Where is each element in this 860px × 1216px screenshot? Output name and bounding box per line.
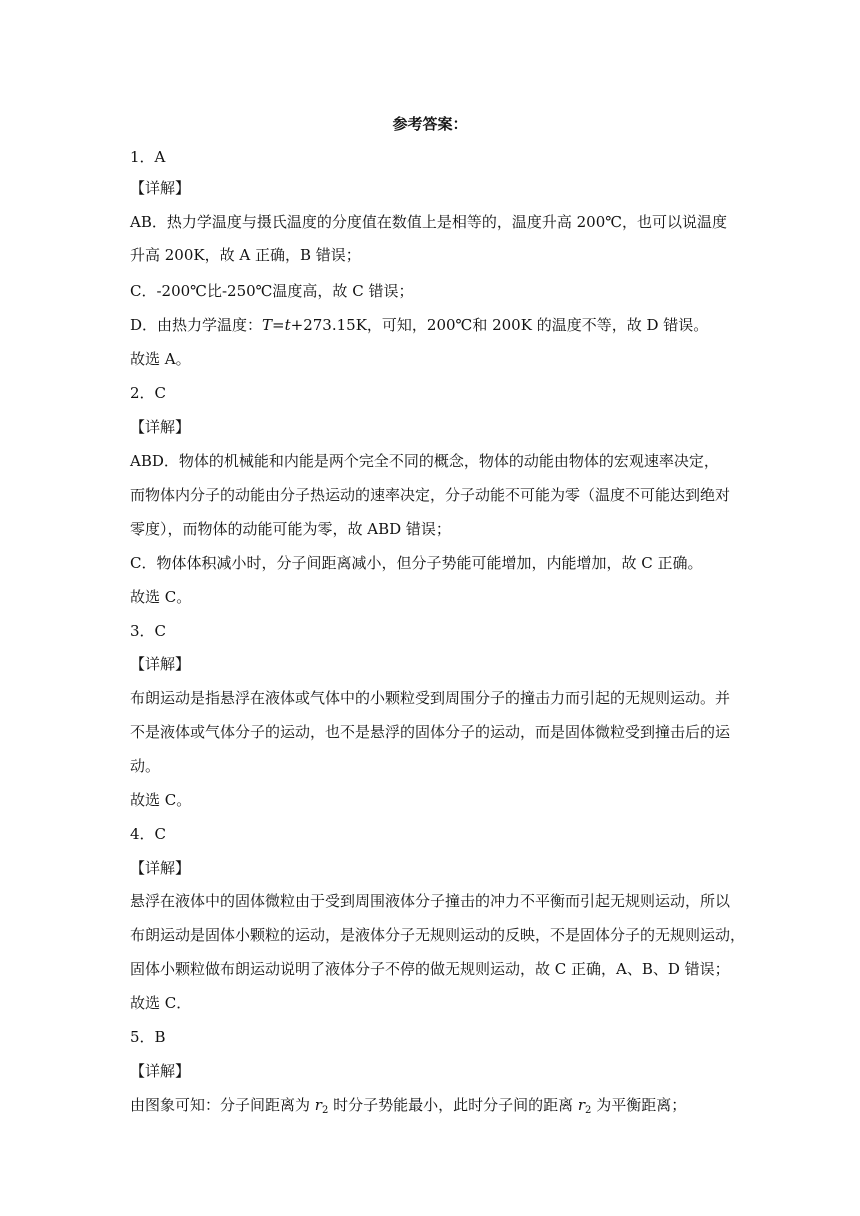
q3-detail-heading: 【详解】 bbox=[130, 655, 191, 673]
q5-answer: 5．B bbox=[130, 1028, 166, 1046]
q5-line-1-a: 由图象可知：分子间距离为 bbox=[130, 1096, 315, 1114]
q5-line-1-r: r bbox=[314, 1096, 322, 1114]
q4-line-2: 布朗运动是固体小颗粒的运动，是液体分子无规则运动的反映，不是固体分子的无规则运动， bbox=[130, 926, 746, 944]
q5-line-1-sub2: 2 bbox=[585, 1105, 592, 1116]
q5-detail-heading: 【详解】 bbox=[130, 1062, 191, 1080]
q1-line-5: 故选 A。 bbox=[130, 350, 191, 368]
q5-line-1 bbox=[130, 1093, 740, 1123]
q3-line-2: 不是液体或气体分子的运动，也不是悬浮的固体分子的运动，而是固体微粒受到撞击后的运 bbox=[130, 723, 731, 741]
q4-answer: 4．C bbox=[130, 825, 167, 843]
q3-answer: 3．C bbox=[130, 622, 167, 640]
q4-line-1: 悬浮在液体中的固体微粒由于受到周围液体分子撞击的冲力不平衡而引起无规则运动，所以 bbox=[130, 892, 731, 910]
q2-line-5: 故选 C。 bbox=[130, 588, 192, 606]
q1-detail-heading: 【详解】 bbox=[130, 179, 191, 197]
q5-line-1-r2: r bbox=[577, 1096, 586, 1114]
q4-line-3: 固体小颗粒做布朗运动说明了液体分子不停的做无规则运动，故 C 正确，A、B、D 错误； bbox=[130, 960, 730, 978]
q3-line-4: 故选 C。 bbox=[130, 791, 192, 809]
q1-line-4 bbox=[130, 313, 740, 337]
q1-line-4-suffix: +273.15K，可知，200℃和 200K 的温度不等，故 D 错误。 bbox=[290, 316, 709, 334]
q1-line-4-prefix: D．由热力学温度： bbox=[130, 316, 263, 334]
q1-line-4-eq: = bbox=[272, 316, 285, 334]
q1-line-2: 升高 200K，故 A 正确，B 错误； bbox=[130, 246, 361, 264]
q4-line-4: 故选 C． bbox=[130, 994, 192, 1012]
q1-line-4-t: t bbox=[284, 316, 291, 334]
page-title: 参考答案： bbox=[392, 115, 468, 133]
q4-detail-heading: 【详解】 bbox=[130, 859, 191, 877]
q1-line-1: AB．热力学温度与摄氏温度的分度值在数值上是相等的，温度升高 200℃，也可以说温度 bbox=[130, 213, 728, 231]
q1-line-4-T: T bbox=[262, 316, 273, 334]
q2-line-2: 而物体内分子的动能由分子热运动的速率决定，分子动能不可能为零（温度不可能达到绝对 bbox=[130, 486, 731, 504]
q1-line-3: C．-200℃比-250℃温度高，故 C 错误； bbox=[130, 282, 414, 300]
q1-answer: 1．A bbox=[130, 148, 166, 166]
q2-line-1: ABD．物体的机械能和内能是两个完全不同的概念，物体的动能由物体的宏观速率决定， bbox=[130, 452, 719, 470]
q5-line-1-b: 时分子势能最小，此时分子间的距离 bbox=[328, 1096, 578, 1114]
q2-line-3: 零度），而物体的动能可能为零，故 ABD 错误； bbox=[130, 520, 451, 538]
q5-line-1-c: 为平衡距离； bbox=[591, 1096, 687, 1114]
q3-line-3: 动。 bbox=[130, 757, 161, 775]
q2-detail-heading: 【详解】 bbox=[130, 418, 191, 436]
q2-line-4: C．物体体积减小时，分子间距离减小，但分子势能可能增加，内能增加，故 C 正确。 bbox=[130, 554, 703, 572]
q5-line-1-sub: 2 bbox=[321, 1105, 329, 1116]
q2-answer: 2．C bbox=[130, 384, 167, 402]
q3-line-1: 布朗运动是指悬浮在液体或气体中的小颗粒受到周围分子的撞击力而引起的无规则运动。并 bbox=[130, 689, 731, 707]
